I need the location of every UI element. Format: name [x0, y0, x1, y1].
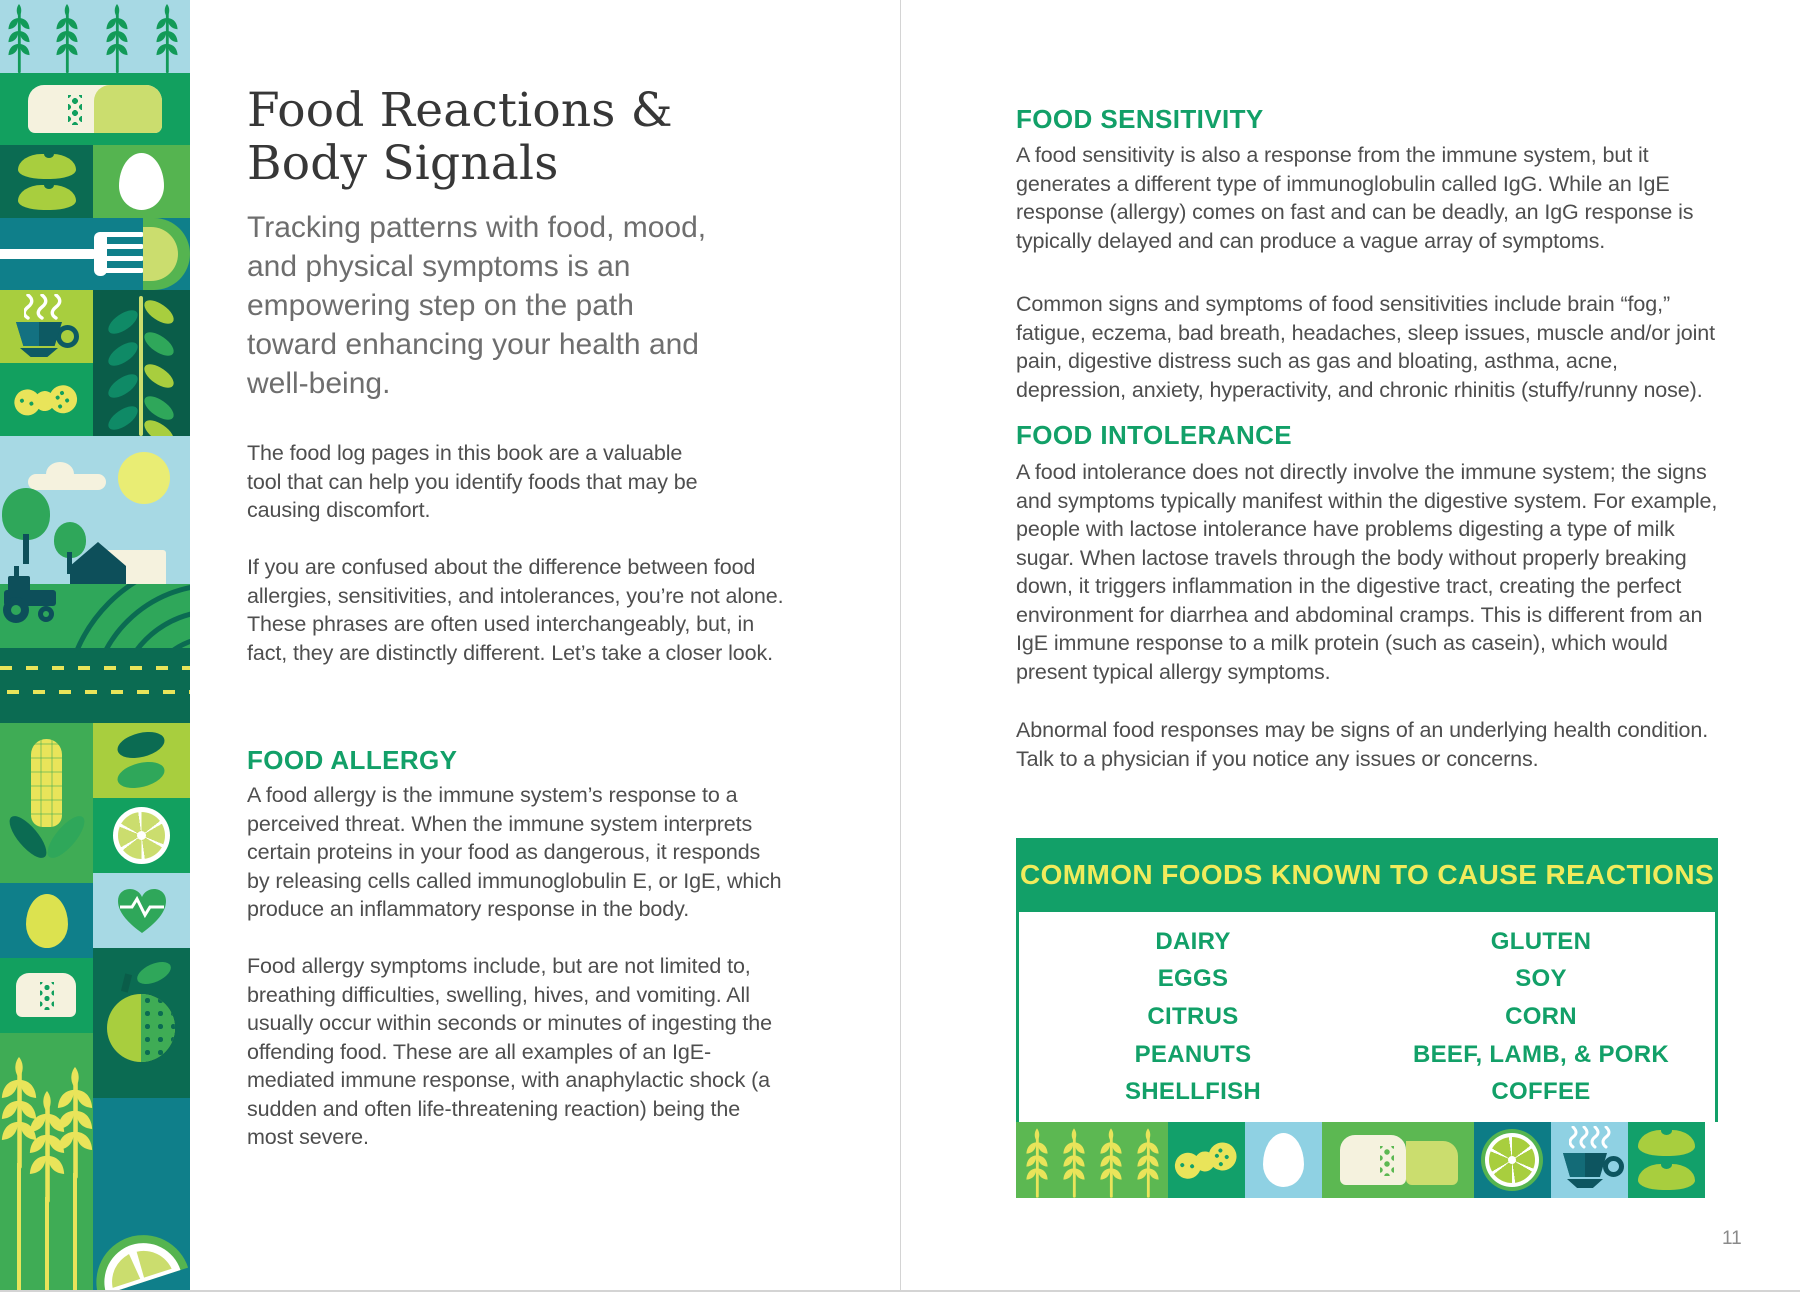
- food-item: PEANUTS: [1134, 1040, 1252, 1068]
- farmhouse-icon: [66, 532, 176, 590]
- egg-strip-cell: [1245, 1122, 1322, 1198]
- peanut-icon: [12, 377, 82, 425]
- seed-rows-icon: [0, 648, 190, 723]
- food-sensitivity-paragraph-2: Common signs and symptoms of food sensitivities include brain “fog,” fatigue, eczema, bad breath, headaches, sleep issues, muscle and/or joint pain, digestive distress such as gas and bloating, asthma, acne, depression, anxiety, hyperactivity, and chronic rhinitis (stuffy/runny nose).: [1016, 292, 1716, 402]
- page-title-line-1: Food Reactions &: [247, 83, 673, 138]
- food-item: COFFEE: [1491, 1078, 1591, 1106]
- reactions-column-1: [1019, 912, 1367, 1122]
- fork-tile: [0, 218, 190, 290]
- food-item: SOY: [1515, 965, 1567, 993]
- food-item: CORN: [1505, 1002, 1577, 1030]
- egg-tile: [93, 145, 190, 218]
- heart-tile: [93, 873, 190, 948]
- food-item: EGGS: [1157, 965, 1229, 993]
- lime-wedge-icon: [93, 1194, 190, 1292]
- egg-icon: [1263, 1133, 1304, 1187]
- page-title: [247, 84, 673, 190]
- food-intolerance-paragraph-1: A food intolerance does not directly involve the immune system; the signs and symptoms typically manifest within the digestive system. For example, people with lactose intolerance have problems digesting a type of milk sugar. When lactose travels through the body without properly breaking down, it triggers inflammation in the digestive tract, creating the perfect environment for diarrhea and abdominal cramps. This is different from an IgE immune response to a milk protein (such as casein), which would present typical allergy symptoms.: [1016, 460, 1718, 684]
- reactions-table-header: [1016, 838, 1718, 912]
- intro-paragraph-1: The food log pages in this book are a valuable tool that can help you identify foods that may be causing discomfort.: [247, 441, 698, 522]
- lime-fruit-tile: [93, 948, 190, 1098]
- wheat-stalks-icon: [1024, 1128, 1164, 1198]
- food-allergy-heading: FOOD ALLERGY: [247, 745, 458, 775]
- reactions-column-2: [1367, 912, 1715, 1122]
- bread-slice-icon: [16, 973, 76, 1017]
- leafy-branch-icon: [93, 290, 190, 436]
- wheat-tile: [0, 0, 190, 73]
- reactions-table-body: [1016, 912, 1718, 1122]
- peanut-strip-cell: [1168, 1122, 1245, 1198]
- food-item: BEEF, LAMB, & PORK: [1412, 1040, 1670, 1068]
- peanut-tile: [0, 363, 93, 436]
- bean-seeds-icon: [93, 723, 190, 798]
- page-number: 11: [1722, 1228, 1742, 1249]
- food-item: DAIRY: [1155, 927, 1231, 955]
- sun-icon: [118, 452, 170, 504]
- leafy-branch-tile: [93, 290, 190, 436]
- peanut-icon: [1172, 1134, 1242, 1188]
- food-icon-strip: [1016, 1122, 1718, 1198]
- page-divider: [900, 0, 901, 1292]
- egg-oval-icon: [26, 894, 68, 948]
- reactions-table-title: COMMON FOODS KNOWN TO CAUSE REACTIONS: [1019, 859, 1715, 890]
- sidebar-illustration: [0, 0, 190, 1292]
- page-title-line-2: Body Signals: [247, 136, 559, 191]
- bread-strip-cell: [1322, 1122, 1474, 1198]
- coffee-strip-cell: [1551, 1122, 1628, 1198]
- wheat-stalks-icon: [6, 4, 184, 73]
- lime-slice-strip-cell: [1474, 1122, 1551, 1198]
- beans-tile: [93, 723, 190, 798]
- lemon-slice-tile: [93, 798, 190, 873]
- reactions-table: [1016, 838, 1718, 1198]
- citrus-slice-icon: [113, 807, 170, 864]
- tea-cup-tile: [0, 290, 93, 363]
- food-item: CITRUS: [1147, 1002, 1239, 1030]
- corn-tile: [0, 723, 93, 883]
- food-allergy-paragraph-2: Food allergy symptoms include, but are not limited to, breathing difficulties, swelling, hives, and vomiting. All usually occur within seconds or minutes of ingesting the offending food. These are all examples of an IgE-mediated immune response, with anaphylactic shock (a sudden and often life-threatening reaction) being the most severe.: [247, 954, 773, 1149]
- apple-strip-cell: [1628, 1122, 1705, 1198]
- lede-paragraph: Tracking patterns with food, mood, and physical symptoms is an empowering step on the path toward enhancing your health and well-being.: [247, 211, 707, 400]
- egg-oval-tile: [0, 883, 93, 958]
- food-intolerance-heading: FOOD INTOLERANCE: [1016, 420, 1293, 450]
- wheat-strip-cell: [1016, 1122, 1168, 1198]
- food-sensitivity-paragraph-1: A food sensitivity is also a response from the immune system, but it generates a different type of immunoglobulin called IgG. While an IgE response (allergy) comes on fast and can be deadly, an IgG response is typically delayed and can produce a vague array of symptoms.: [1016, 143, 1694, 253]
- food-allergy-paragraph-1: A food allergy is the immune system’s response to a perceived threat. When the immune system interprets certain proteins in your food as dangerous, it responds by releasing cells called immunoglobulin E, or IgE, which produce an inflammatory response in the body.: [247, 783, 782, 921]
- bread-tile: [0, 73, 190, 145]
- food-item: SHELLFISH: [1124, 1078, 1262, 1106]
- intro-paragraph-2: If you are confused about the difference between food allergies, sensitivities, and intolerances, you’re not alone. These phrases are often used interchangeably, but, in fact, they are distinctly different. Let’s take a closer look.: [247, 555, 784, 665]
- farm-scene-tile: [0, 436, 190, 723]
- avocado-half-icon: [143, 218, 190, 290]
- heart-ekg-icon: [116, 887, 168, 935]
- tractor-icon: [0, 564, 70, 634]
- apple-halves-tile: [0, 145, 93, 218]
- bread-loaf-icon: [28, 85, 162, 133]
- citrus-slice-icon: [1481, 1129, 1543, 1191]
- food-item: GLUTEN: [1490, 927, 1592, 955]
- wheat-heads-tile: [0, 1033, 93, 1292]
- bread-slice-tile: [0, 958, 93, 1033]
- egg-icon: [119, 153, 164, 210]
- food-intolerance-paragraph-2: Abnormal food responses may be signs of an underlying health condition. Talk to a physician if you notice any issues or concerns.: [1016, 718, 1709, 771]
- food-sensitivity-heading: FOOD SENSITIVITY: [1016, 104, 1264, 134]
- lime-wedge-tile: [93, 1098, 190, 1292]
